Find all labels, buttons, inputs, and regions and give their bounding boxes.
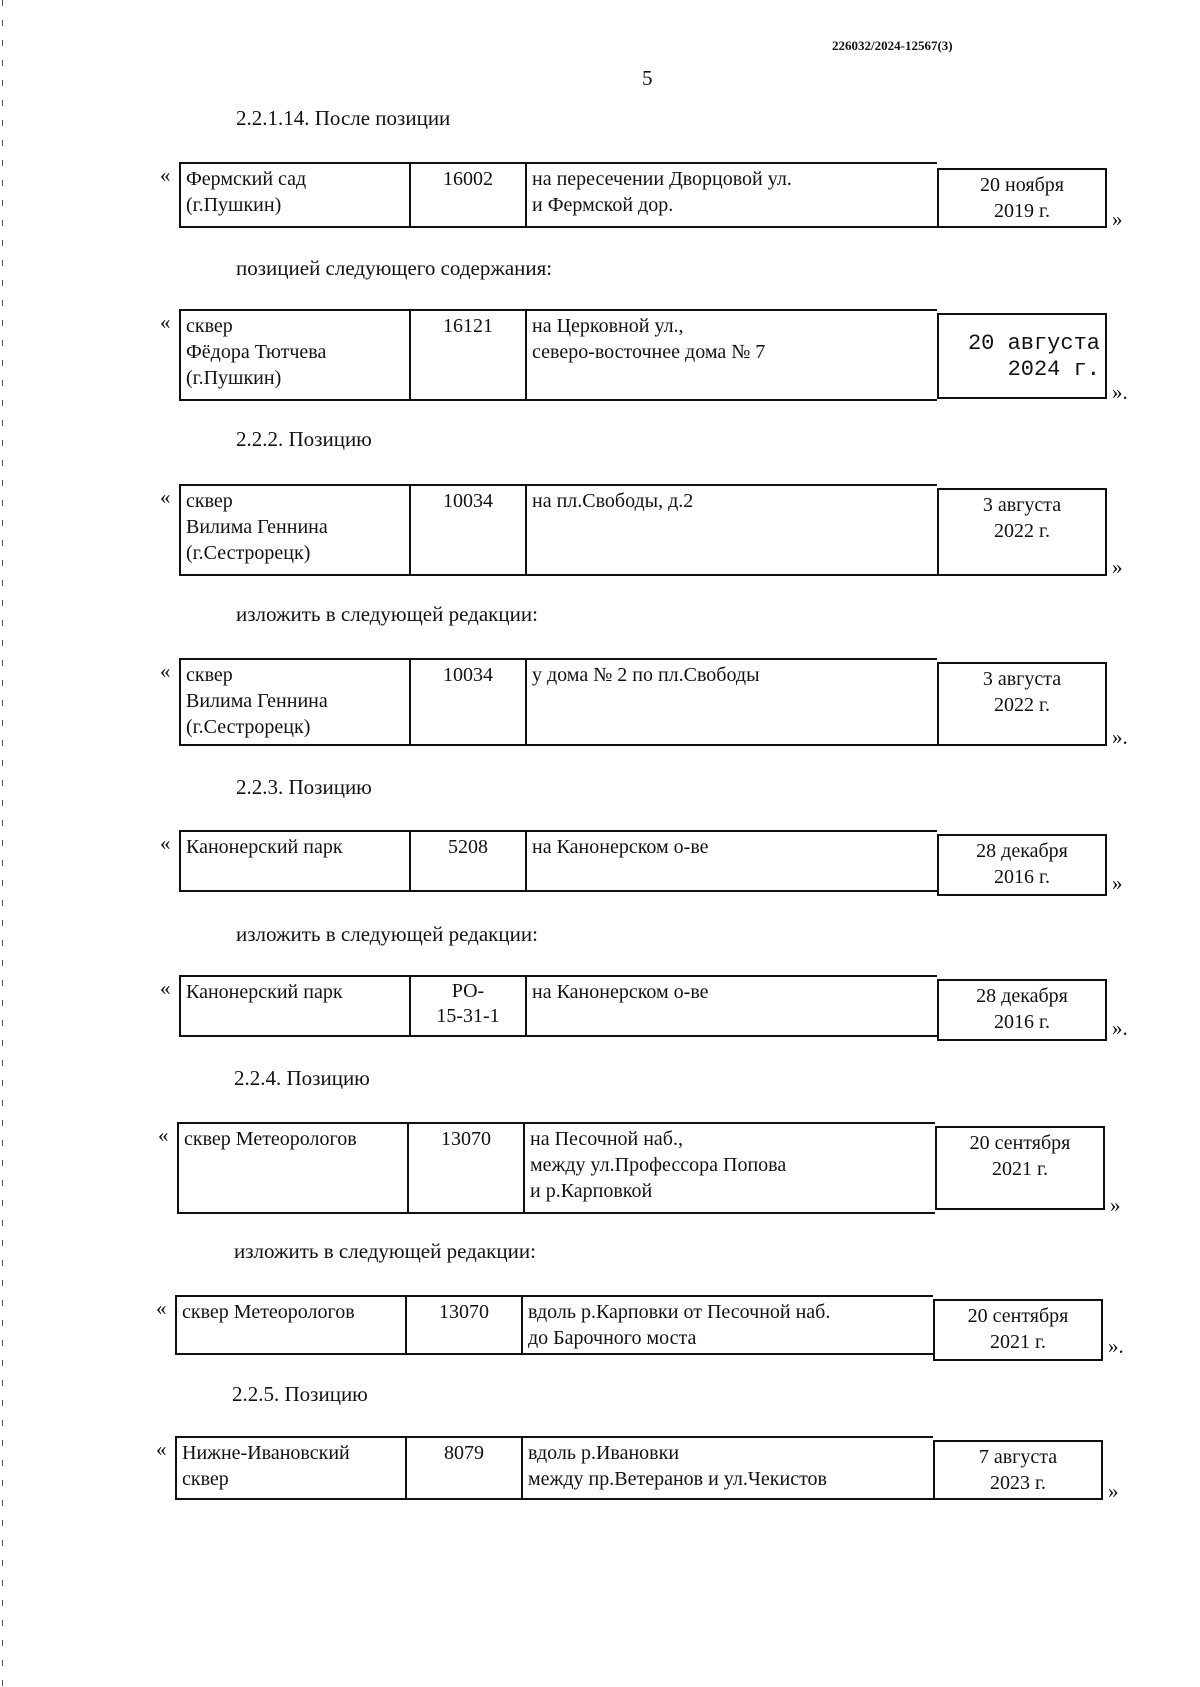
registry-number-cell (407, 1122, 523, 1214)
registry-number-cell (405, 1436, 521, 1500)
text-line: и Фермской дор. (532, 194, 674, 216)
registry-number-cell (409, 162, 525, 228)
text-line: Вилима Геннина (186, 516, 328, 538)
address-cell (523, 1122, 935, 1214)
text-line: вдоль р.Ивановки (528, 1442, 680, 1464)
section-heading: 2.2.4. Позицию (234, 1066, 370, 1090)
table-row (160, 162, 1140, 231)
open-quote: « (156, 1296, 167, 1320)
date-text (944, 172, 1100, 224)
text-line: 10034 (443, 664, 493, 686)
text-line: Фермский сад (186, 168, 307, 190)
text-line: 20 сентября (969, 1132, 1071, 1154)
registry-number-cell (409, 830, 525, 892)
table-row (160, 484, 1140, 579)
scan-margin-line (2, 0, 3, 1687)
address-text (528, 1440, 928, 1492)
text-line: 2022 г. (994, 694, 1050, 716)
date-cell (937, 979, 1107, 1041)
table-row (160, 658, 1140, 749)
text-line: между ул.Профессора Попова (530, 1154, 787, 1176)
text-line: Вилима Геннина (186, 690, 328, 712)
close-quote: » (1108, 1479, 1119, 1503)
open-quote: « (160, 485, 171, 509)
park-name-text (186, 166, 404, 218)
park-name-text (186, 979, 404, 1005)
text-line: 2019 г. (994, 200, 1050, 222)
park-name-cell (179, 830, 409, 892)
date-text (940, 1303, 1096, 1355)
text-line: 2016 г. (994, 866, 1050, 888)
address-cell (521, 1436, 933, 1500)
open-quote: « (160, 976, 171, 1000)
park-name-cell (177, 1122, 407, 1214)
address-text (532, 313, 932, 365)
park-name-cell (179, 975, 409, 1037)
registry-number-text (412, 1299, 516, 1325)
registry-number-text (416, 834, 520, 860)
park-name-text (182, 1440, 400, 1492)
text-line: 16121 (443, 315, 493, 337)
address-cell (525, 162, 937, 228)
text-line: Канонерский парк (186, 836, 343, 858)
text-line: до Барочного моста (528, 1327, 697, 1349)
table-row (160, 309, 1140, 404)
open-quote: « (158, 1123, 169, 1147)
address-text (532, 166, 932, 218)
text-line: 15-31-1 (436, 1005, 500, 1027)
date-cell (933, 1440, 1103, 1500)
text-line: сквер Метеорологов (184, 1128, 357, 1150)
text-line: сквер (182, 1468, 229, 1490)
text-line: Канонерский парк (186, 981, 343, 1003)
close-quote: ». (1112, 1016, 1128, 1040)
text-line: 2021 г. (992, 1158, 1048, 1180)
date-cell (937, 488, 1107, 576)
park-name-text (186, 834, 404, 860)
section-heading: позицией следующего содержания: (236, 256, 553, 280)
open-quote: « (156, 1437, 167, 1461)
text-line: 2023 г. (990, 1472, 1046, 1494)
section-heading: 2.2.2. Позицию (236, 427, 372, 451)
text-line: на пересечении Дворцовой ул. (532, 168, 792, 190)
close-quote: » (1110, 1193, 1121, 1217)
text-line: вдоль р.Карповки от Песочной наб. (528, 1301, 831, 1323)
address-cell (525, 309, 937, 401)
text-line: Фёдора Тютчева (186, 341, 327, 363)
text-line: 16002 (443, 168, 493, 190)
text-line: на Церковной ул., (532, 315, 684, 337)
park-name-text (182, 1299, 400, 1325)
date-cell (933, 1299, 1103, 1361)
registry-number-text (416, 488, 520, 514)
text-line: (г.Пушкин) (186, 194, 282, 216)
address-text (528, 1299, 928, 1351)
address-text (530, 1126, 930, 1204)
address-text (532, 488, 932, 514)
text-line: между пр.Ветеранов и ул.Чекистов (528, 1468, 827, 1490)
text-line: 5208 (448, 836, 488, 858)
text-line: РО- (451, 980, 485, 1002)
address-cell (521, 1295, 933, 1355)
text-line: сквер (186, 664, 233, 686)
registry-number-text (416, 979, 520, 1029)
park-name-cell (179, 484, 409, 576)
table-row (158, 1122, 1138, 1217)
date-cell (937, 313, 1107, 399)
park-name-text (186, 662, 404, 740)
close-quote: » (1112, 871, 1123, 895)
text-line: 13070 (441, 1128, 491, 1150)
text-line: сквер (186, 490, 233, 512)
text-line: северо-восточнее дома № 7 (532, 341, 766, 363)
section-heading: 2.2.3. Позицию (236, 775, 372, 799)
document-number: 226032/2024-12567(3) (832, 38, 953, 53)
address-cell (525, 975, 937, 1037)
text-line: сквер Метеорологов (182, 1301, 355, 1323)
registry-number-cell (409, 975, 525, 1037)
text-line: 13070 (439, 1301, 489, 1323)
park-name-cell (175, 1436, 405, 1500)
date-cell (935, 1126, 1105, 1210)
address-text (532, 834, 932, 860)
registry-number-text (414, 1126, 518, 1152)
text-line: Нижне-Ивановский (182, 1442, 350, 1464)
address-cell (525, 830, 937, 892)
section-heading: изложить в следующей редакции: (236, 602, 538, 626)
text-line: на Канонерском о-ве (532, 981, 709, 1003)
date-text (942, 1130, 1098, 1182)
text-line: 3 августа (982, 494, 1062, 516)
date-text (944, 331, 1100, 383)
date-cell (937, 168, 1107, 228)
close-quote: ». (1112, 380, 1128, 404)
section-heading: изложить в следующей редакции: (236, 922, 538, 946)
table-row (156, 1295, 1136, 1358)
open-quote: « (160, 163, 171, 187)
close-quote: ». (1112, 725, 1128, 749)
text-line: 2016 г. (994, 1011, 1050, 1033)
text-line: 2022 г. (994, 520, 1050, 542)
open-quote: « (160, 831, 171, 855)
text-line: (г.Сестрорецк) (186, 716, 311, 738)
registry-number-cell (409, 484, 525, 576)
registry-number-text (416, 166, 520, 192)
section-heading: 2.2.5. Позицию (232, 1382, 368, 1406)
text-line: 28 декабря (976, 985, 1068, 1007)
park-name-cell (179, 658, 409, 746)
open-quote: « (160, 310, 171, 334)
park-name-text (184, 1126, 402, 1152)
section-heading: 2.2.1.14. После позиции (236, 106, 451, 130)
close-quote: ». (1108, 1334, 1124, 1358)
park-name-cell (179, 309, 409, 401)
date-text (944, 983, 1100, 1035)
registry-number-cell (405, 1295, 521, 1355)
address-cell (525, 484, 937, 576)
text-line: на Канонерском о-ве (532, 836, 709, 858)
text-line: 3 августа (982, 668, 1062, 690)
date-text (944, 492, 1100, 544)
text-line: 20 августа (967, 331, 1100, 356)
text-line: 10034 (443, 490, 493, 512)
park-name-text (186, 488, 404, 566)
open-quote: « (160, 659, 171, 683)
text-line: (г.Пушкин) (186, 367, 282, 389)
text-line: 8079 (444, 1442, 484, 1464)
text-line: и р.Карповкой (530, 1180, 653, 1202)
text-line: 2024 г. (1007, 357, 1100, 382)
text-line: 28 декабря (976, 840, 1068, 862)
text-line: 2021 г. (990, 1331, 1046, 1353)
registry-number-cell (409, 658, 525, 746)
close-quote: » (1112, 207, 1123, 231)
date-text (944, 838, 1100, 890)
park-name-cell (179, 162, 409, 228)
registry-number-text (416, 662, 520, 688)
text-line: сквер (186, 315, 233, 337)
date-text (940, 1444, 1096, 1496)
text-line: на Песочной наб., (530, 1128, 683, 1150)
text-line: 20 сентября (967, 1305, 1069, 1327)
date-text (944, 666, 1100, 718)
page-number: 5 (642, 66, 653, 90)
registry-number-cell (409, 309, 525, 401)
table-row (160, 975, 1140, 1040)
text-line: 20 ноября (980, 174, 1064, 196)
text-line: у дома № 2 по пл.Свободы (532, 664, 760, 686)
registry-number-text (412, 1440, 516, 1466)
table-row (160, 830, 1140, 895)
text-line: на пл.Свободы, д.2 (532, 490, 694, 512)
text-line: (г.Сестрорецк) (186, 542, 311, 564)
park-name-cell (175, 1295, 405, 1355)
address-text (532, 662, 932, 688)
section-heading: изложить в следующей редакции: (234, 1239, 536, 1263)
park-name-text (186, 313, 404, 391)
address-text (532, 979, 932, 1005)
table-row (156, 1436, 1136, 1503)
date-cell (937, 662, 1107, 746)
registry-number-text (416, 313, 520, 339)
address-cell (525, 658, 937, 746)
close-quote: » (1112, 555, 1123, 579)
text-line: 7 августа (978, 1446, 1058, 1468)
date-cell (937, 834, 1107, 896)
